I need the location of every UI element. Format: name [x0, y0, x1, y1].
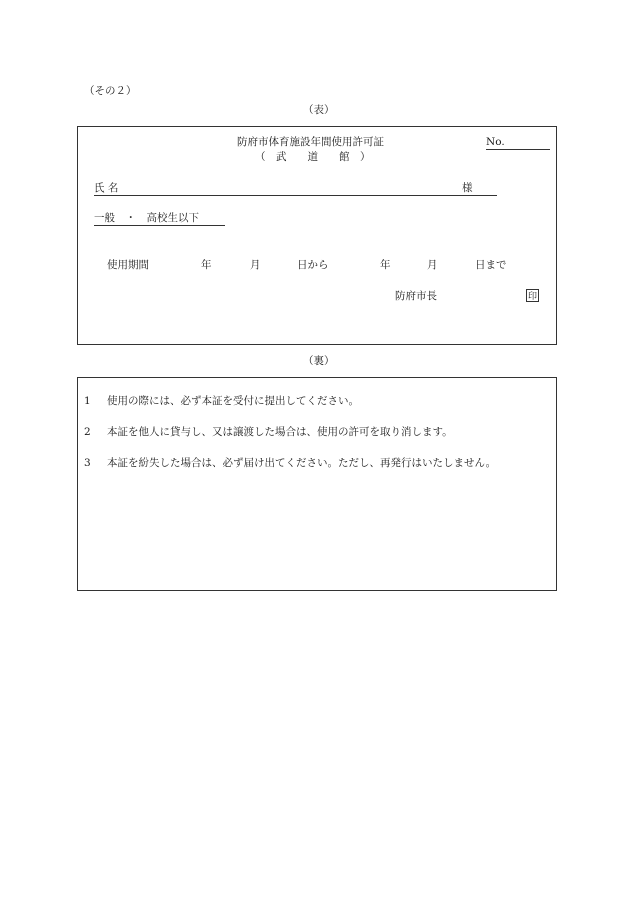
start-day-label: 日から [297, 259, 329, 271]
seal-mark: 印 [526, 289, 539, 302]
period-label: 使用期間 [107, 259, 149, 271]
end-month-label: 月 [427, 259, 438, 271]
notice-text: 本証を紛失した場合は、必ず届け出てください。ただし、再発行はいたしません。 [107, 457, 497, 469]
honorific-label: 様 [462, 182, 473, 194]
front-side-label: （表） [303, 104, 335, 116]
issuer-label: 防府市長 [395, 290, 437, 302]
notice-text: 使用の際には、必ず本証を受付に提出してください。 [107, 395, 359, 407]
permit-number-field[interactable] [486, 149, 550, 150]
notice-text: 本証を他人に貸与し、又は譲渡した場合は、使用の許可を取り消します。 [107, 426, 453, 438]
end-day-label: 日まで [475, 259, 507, 271]
back-side-label: （裏） [303, 355, 335, 367]
end-year-label: 年 [380, 259, 391, 271]
name-label: 氏 名 [94, 182, 119, 194]
category-selector[interactable]: 一般 ・ 高校生以下 [94, 212, 199, 224]
notice-number: 1 [84, 395, 91, 407]
notice-number: 3 [84, 457, 91, 469]
start-month-label: 月 [250, 259, 261, 271]
permit-subtitle: （ 武 道 館 ） [255, 151, 371, 163]
name-field[interactable] [94, 195, 497, 196]
start-year-label: 年 [201, 259, 212, 271]
permit-title: 防府市体育施設年間使用許可証 [237, 136, 384, 148]
permit-number-label: No. [486, 136, 505, 148]
category-underline [94, 225, 225, 226]
page-label: （その２） [84, 85, 137, 97]
notice-number: 2 [84, 426, 91, 438]
permit-back-card [77, 377, 557, 591]
